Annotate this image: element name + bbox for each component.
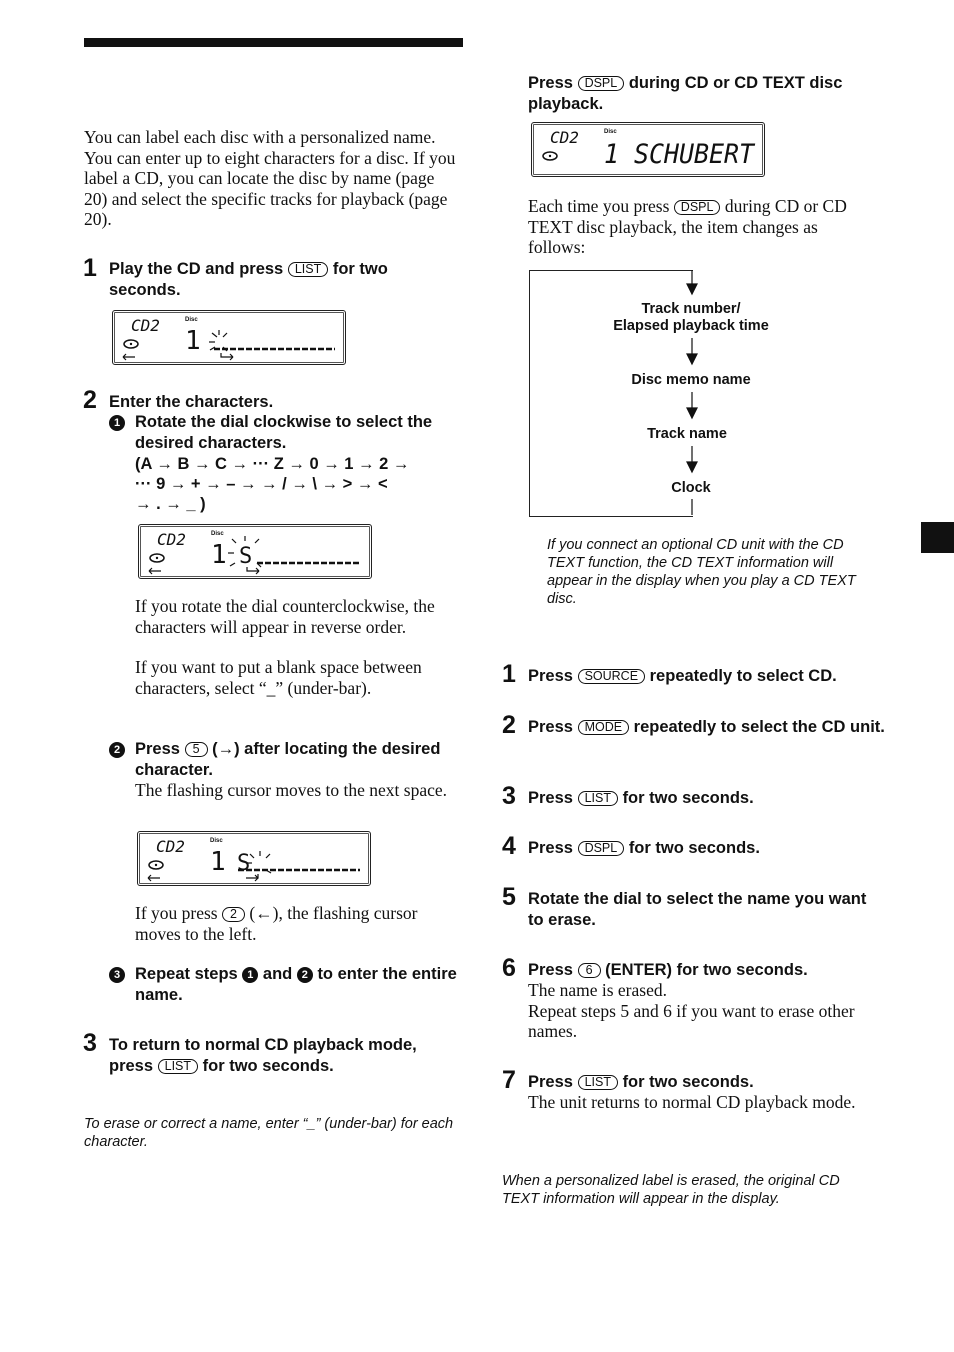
- svg-text:1: 1: [211, 540, 227, 570]
- body-line: The name is erased.: [528, 980, 667, 1000]
- flow-item-track-name: Track name: [647, 426, 727, 442]
- step-number: 2: [502, 711, 516, 739]
- list-key: LIST: [158, 1059, 198, 1074]
- erase-step-3: [528, 788, 888, 809]
- step-text: Press: [528, 789, 573, 807]
- step-text: If you press: [135, 903, 218, 923]
- step-text: for two seconds.: [109, 260, 388, 299]
- substep-3-text: [135, 964, 465, 1005]
- step-number: 5: [502, 883, 516, 911]
- step-number: 1: [83, 254, 97, 282]
- step-2-title: Enter the characters.: [109, 393, 274, 411]
- step-text: for two seconds.: [622, 789, 754, 807]
- body-line: Repeat steps 5 and 6 if you want to erase other names.: [528, 1000, 855, 1041]
- erase-step-6-body: [528, 980, 873, 1042]
- intro-text: You can label each disc with a personalized name. You can enter up to eight characters for a disc. If you label a CD, you can locate the disc by name (page 20) and select the specific tracks for playback (page 20).: [84, 127, 456, 229]
- char-sequence-2: ··· 9 → + → – → → / → \ → > → <: [135, 475, 388, 493]
- step-text: for two seconds.: [628, 839, 760, 857]
- flow-item-elapsed-time: Elapsed playback time: [613, 318, 769, 334]
- step-3-text: [109, 1035, 459, 1076]
- header-rule: [84, 38, 463, 47]
- step-text: repeatedly to select the CD unit.: [633, 718, 885, 736]
- step-text: for two seconds.: [622, 1073, 754, 1091]
- step-number: 1: [502, 660, 516, 688]
- flow-item-clock: Clock: [671, 480, 711, 496]
- step-text: during CD or CD TEXT disc playback, the item changes as follows:: [528, 196, 847, 257]
- erase-step-1: [528, 666, 888, 687]
- lcd-graphic: [532, 123, 764, 176]
- dspl-key: DSPL: [674, 200, 721, 215]
- list-key: LIST: [288, 262, 328, 277]
- tip-erase-correct: To erase or correct a name, enter “_” (under-bar) for each character.: [84, 1116, 454, 1150]
- erase-step-4: [528, 838, 888, 859]
- step-ref-marker: 1: [242, 967, 258, 983]
- lcd-display-1: [112, 310, 346, 365]
- step-text: Press: [528, 839, 573, 857]
- svg-text:Disc: Disc: [604, 129, 617, 135]
- step-text: Press: [528, 961, 573, 979]
- left-arrow-icon: [149, 568, 161, 574]
- step-text: and: [262, 965, 293, 983]
- step-1-text: [109, 259, 449, 300]
- step-text: Press: [528, 667, 573, 685]
- dspl-key: DSPL: [578, 76, 625, 91]
- erase-step-6: [528, 960, 888, 981]
- erase-step-7: [528, 1072, 888, 1093]
- lcd-graphic: [139, 525, 371, 578]
- key-2: 2: [222, 907, 245, 922]
- step-text: (→) after locating the desired character.: [135, 740, 441, 779]
- note-cursor-left: [135, 903, 465, 944]
- lcd-title-text: 1 SCHUBERT: [604, 139, 756, 170]
- step-ref-marker: 2: [297, 967, 313, 983]
- flow-item-disc-memo: Disc memo name: [631, 372, 751, 388]
- substep-marker: 2: [109, 742, 125, 758]
- step-text: repeatedly to select CD.: [649, 667, 837, 685]
- each-time-text: [528, 196, 873, 258]
- lcd-display-schubert: [531, 122, 765, 177]
- step-text: press: [109, 1056, 154, 1075]
- step-text: Press: [528, 718, 573, 736]
- step-number: 6: [502, 954, 516, 982]
- char-sequence-3: → . → _ ): [135, 495, 206, 513]
- down-arrow-icon: [687, 408, 697, 418]
- step-text: during CD or CD TEXT disc playback.: [528, 74, 843, 113]
- tip-label-erased: When a personalized label is erased, the original CD TEXT information will appear in the display.: [502, 1173, 840, 1207]
- lcd-cd-label: CD2: [131, 316, 160, 335]
- lcd-disc-label: Disc: [185, 317, 198, 323]
- note-counterclockwise: If you rotate the dial counterclockwise, the characters will appear in reverse order.: [135, 596, 435, 637]
- list-key: LIST: [578, 1075, 618, 1090]
- step-text: Press: [135, 740, 180, 758]
- svg-text:1: 1: [210, 847, 226, 877]
- erase-step-2: [528, 717, 888, 738]
- cd-text-note: If you connect an optional CD unit with the CD TEXT function, the CD TEXT information will appear in the display when you play a CD TEXT disc.: [547, 537, 856, 607]
- svg-text:S: S: [237, 851, 251, 876]
- mode-key: MODE: [578, 720, 630, 735]
- step-line: [109, 1056, 459, 1077]
- step-text: Press: [528, 1073, 573, 1091]
- step-number: 4: [502, 832, 516, 860]
- step-text: Repeat steps: [135, 965, 238, 983]
- svg-text:S: S: [239, 544, 253, 569]
- left-arrow-icon: [148, 875, 160, 881]
- down-arrow-icon: [687, 462, 697, 472]
- dspl-heading: [528, 73, 883, 114]
- erase-step-5: Rotate the dial to select the name you want to erase.: [528, 890, 867, 929]
- step-number: 3: [502, 782, 516, 810]
- step-text: (ENTER) for two seconds.: [605, 961, 808, 979]
- svg-text:CD2: CD2: [156, 837, 185, 856]
- lcd-graphic: [113, 311, 345, 364]
- step-text: to enter the entire name.: [135, 965, 457, 1004]
- source-key: SOURCE: [578, 669, 645, 684]
- step-number: 7: [502, 1066, 516, 1094]
- dspl-key: DSPL: [578, 841, 625, 856]
- lcd-display-3: [137, 831, 371, 886]
- flow-item-track-number: Track number/: [641, 301, 741, 317]
- down-arrow-icon: [687, 354, 697, 364]
- substep-marker: 1: [109, 415, 125, 431]
- right-arrow-icon: [221, 353, 233, 360]
- step-text: (←), the flashing cursor moves to the left.: [135, 903, 418, 944]
- step-text: Each time you press: [528, 196, 670, 216]
- svg-text:CD2: CD2: [157, 530, 186, 549]
- substep-2: [109, 739, 125, 760]
- left-arrow-icon: [123, 354, 135, 360]
- list-key: LIST: [578, 791, 618, 806]
- section-tab: [921, 522, 954, 553]
- char-sequence-1: (A → B → C → ··· Z → 0 → 1 → 2 →: [135, 455, 410, 473]
- svg-text:Disc: Disc: [210, 838, 223, 844]
- svg-text:CD2: CD2: [550, 128, 579, 147]
- note-cursor-next: The flashing cursor moves to the next space.: [135, 780, 447, 800]
- lcd-digit: 1: [185, 326, 201, 356]
- step-text: Press: [528, 74, 573, 92]
- down-arrow-icon: [687, 284, 697, 294]
- step-number: 3: [83, 1029, 97, 1057]
- svg-text:Disc: Disc: [211, 531, 224, 537]
- key-5: 5: [185, 742, 208, 757]
- step-number: 2: [83, 386, 97, 414]
- key-6: 6: [578, 963, 601, 978]
- lcd-graphic: [138, 832, 370, 885]
- lcd-display-2: [138, 524, 372, 579]
- substep-marker: 3: [109, 967, 125, 983]
- note-blank-space: If you want to put a blank space between characters, select “_” (under-bar).: [135, 657, 422, 698]
- substep-1-text: Rotate the dial clockwise to select the desired characters.: [135, 413, 433, 452]
- substep-3: [109, 964, 125, 985]
- erase-step-7-body: The unit returns to normal CD playback mode.: [528, 1092, 856, 1112]
- substep-2-text: [135, 739, 465, 780]
- step-text: for two seconds.: [202, 1056, 334, 1075]
- step-text: Play the CD and press: [109, 260, 284, 278]
- step-line: To return to normal CD playback mode,: [109, 1036, 417, 1054]
